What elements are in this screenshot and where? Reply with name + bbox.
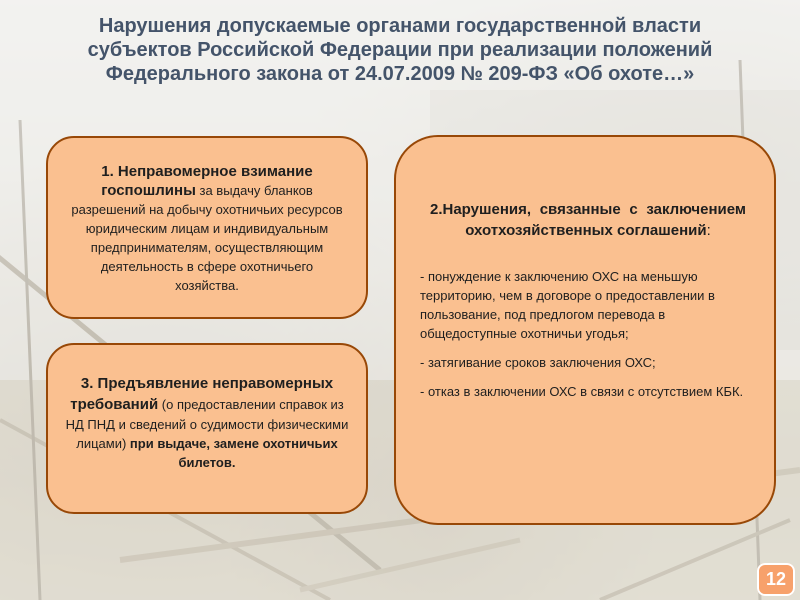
- box1-lead: 1. Неправомерное взимание госпошлины: [101, 163, 313, 199]
- box2-list-item: - отказ в заключении ОХС в связи с отсутствием КБК.: [420, 384, 744, 399]
- slide-title: [40, 14, 760, 86]
- box2-heading-colon: :: [706, 222, 711, 239]
- box2-list-item: - понуждение к заключению ОХС на меньшую территорию, чем в договоре о предоставлении в пользование, под предлогом перевода в общедоступные охотничьи угодья;: [420, 269, 715, 341]
- page-number-badge: 12: [757, 563, 795, 596]
- box3-middle: (о предоставлении справок из НД ПНД и сведений о судимости физическими лицами): [65, 397, 349, 451]
- box2-heading-text: 2.Нарушения, связанные с заключением охотхозяйственных соглашений: [430, 201, 746, 239]
- box3-tail: при выдаче, замене охотничьих билетов.: [129, 436, 338, 470]
- box2-heading: [420, 199, 746, 241]
- violation-box-2: [394, 135, 776, 525]
- box1-body: за выдачу бланков разрешений на добычу охотничьих ресурсов юридическим лицам и индивидуальным предпринимателям, осуществляющим деятельность в сфере охотничьего хозяйства.: [71, 183, 343, 293]
- violation-box-3: [46, 343, 368, 514]
- title-line-1: Нарушения допускаемые органами государственной власти: [98, 15, 702, 37]
- title-line-3: Федерального закона от 24.07.2009 № 209-ФЗ «Об охоте…»: [105, 63, 695, 85]
- title-line-2: субъектов Российской Федерации при реализации положений: [87, 39, 713, 61]
- box2-list-item: - затягивание сроков заключения ОХС;: [420, 355, 656, 370]
- box3-lead: 3. Предъявление неправомерных требований: [70, 375, 334, 413]
- violation-box-1: [46, 136, 368, 319]
